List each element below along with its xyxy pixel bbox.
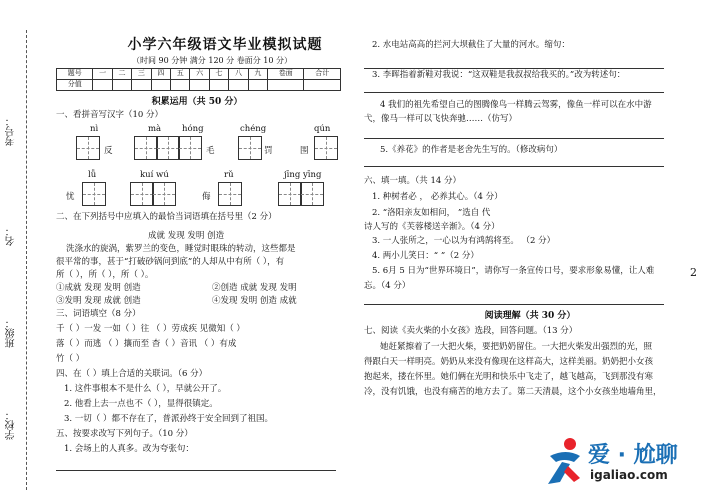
section-title-reading: 阅读理解（共 30 分） <box>484 311 576 321</box>
question-6-heading: 六、填一填。（共 14 分） <box>364 176 461 186</box>
fill-line: 忘。（4 分） <box>364 281 411 291</box>
pinyin: hóng <box>182 124 204 134</box>
answer-line[interactable] <box>364 92 664 93</box>
question-5-heading: 五、按要求改写下列句子。（10 分） <box>56 429 193 439</box>
fill-line: 诗人写的《芙蓉楼送辛渐》。（4 分） <box>364 222 500 232</box>
writing-box[interactable] <box>130 182 154 206</box>
answer-line[interactable] <box>364 304 664 305</box>
char-suffix: 罚 <box>264 146 273 156</box>
answer-line[interactable] <box>364 68 664 69</box>
question-text: 3. 李晖指着新鞋对我说：“这双鞋是我叔叔给我买的。”改为转述句： <box>372 70 626 80</box>
table-cell: 二 <box>112 69 131 80</box>
pinyin: jīng yīng <box>284 170 322 180</box>
score-cell[interactable] <box>151 80 170 91</box>
watermark-url: igaliao.com <box>590 468 668 482</box>
writing-box[interactable] <box>218 182 242 206</box>
table-cell: 合计 <box>304 69 341 80</box>
page-title: 小学六年级语文毕业模拟试题 <box>127 37 323 53</box>
writing-box[interactable] <box>314 136 338 160</box>
right-column <box>360 0 700 500</box>
fill-line: 竹（ ） <box>56 354 85 364</box>
site-watermark <box>540 432 705 496</box>
passage-line: 很平常的事，甚于“打破砂锅问到底”的人却从中有所（ ），有 <box>56 257 285 267</box>
passage-line: 冷，没有饥饿，也没有痛苦的地方去了。第二天清晨，这个小女孩坐地墙角里， <box>364 387 662 397</box>
question-text: 5.《养花》的作者是老舍先生写的。（修改病句） <box>380 145 563 155</box>
question-4-heading: 四、在（ ）填上合适的关联词。（6 分） <box>56 369 208 379</box>
answer-line[interactable] <box>56 470 336 471</box>
table-cell: 一 <box>93 69 112 80</box>
score-cell[interactable] <box>304 80 341 91</box>
question-3-heading: 三、词语填空（8 分） <box>56 309 141 319</box>
table-cell: 分值 <box>57 80 93 91</box>
score-table-score-row <box>57 80 341 91</box>
writing-box[interactable] <box>134 136 158 160</box>
writing-box[interactable] <box>76 136 100 160</box>
writing-box[interactable] <box>278 182 302 206</box>
school-label: 学校： <box>6 410 17 440</box>
writing-box[interactable] <box>300 182 324 206</box>
exam-subtitle: （时间 90 分钟 满分 120 分 卷面分 10 分） <box>132 56 292 65</box>
passage-line: 她赶紧擦着了一大把火柴，要把奶奶留住。一大把火柴发出强烈的光，照 <box>380 342 653 352</box>
table-cell: 卷面 <box>268 69 304 80</box>
passage-line: 得跟白天一样明亮。奶奶从来没有像现在这样高大，这样美丽。奶奶把小女孩 <box>364 357 654 367</box>
pinyin: mà <box>148 124 162 134</box>
score-cell[interactable] <box>132 80 151 91</box>
option-1[interactable]: ①成就 发现 发明 创造 <box>56 283 141 293</box>
option-3[interactable]: ③发明 发现 成就 创造 <box>56 296 141 306</box>
watermark-brand: 爱 · 尬聊 <box>588 443 678 468</box>
score-cell[interactable] <box>93 80 112 91</box>
pinyin: chéng <box>240 124 267 134</box>
char-prefix: 侮 <box>202 192 211 202</box>
question-2-heading: 二、在下列括号中应填入的最恰当词语填在括号里（2 分） <box>56 212 277 222</box>
score-cell[interactable] <box>209 80 228 91</box>
question-text: 4 我们的祖先希望自己的图腾像鸟一样腾云驾雾，像鱼一样可以在水中游 <box>380 100 652 110</box>
answer-line[interactable] <box>364 166 664 167</box>
binding-strip <box>0 0 44 500</box>
fold-line <box>26 30 27 490</box>
writing-box[interactable] <box>82 182 106 206</box>
pinyin: lǚ <box>88 170 97 180</box>
writing-box[interactable] <box>152 182 176 206</box>
exam-number-label: 考号： <box>6 116 17 146</box>
score-cell[interactable] <box>112 80 131 91</box>
score-table-header-row <box>57 69 341 80</box>
char-prefix: 忧 <box>66 192 75 202</box>
table-cell: 六 <box>190 69 209 80</box>
table-cell: 五 <box>171 69 190 80</box>
fill-line: 1. 这件事根本不是什么（ ），早就公开了。 <box>64 384 227 394</box>
option-4[interactable]: ④发现 发明 创造 成就 <box>212 296 297 306</box>
fill-line: 3. 一切（ ）都不存在了，普派孙终于安全回到了祖国。 <box>64 414 274 424</box>
option-2[interactable]: ②创造 成就 发现 发明 <box>212 283 297 293</box>
answer-line[interactable] <box>364 138 664 139</box>
table-cell: 八 <box>229 69 248 80</box>
score-cell[interactable] <box>171 80 190 91</box>
score-table <box>56 68 341 91</box>
fill-line: 4. 两小儿笑曰：“ ”（2 分） <box>372 251 479 261</box>
table-cell: 四 <box>151 69 170 80</box>
table-cell: 题号 <box>57 69 93 80</box>
passage-line: 所（ ），所（ ），所（ ）。 <box>56 270 154 280</box>
fill-line: 千（ ）一发 一如（ ）往 （ ）劳成疾 见微知（ ） <box>56 324 245 334</box>
class-label: 班级： <box>6 318 17 348</box>
table-cell: 三 <box>132 69 151 80</box>
page-number: 2 <box>690 266 697 279</box>
pinyin: qún <box>314 124 331 134</box>
table-cell: 七 <box>209 69 228 80</box>
name-label: 名： <box>6 226 17 246</box>
passage-line: 洗涤水的旋涡，紫罗兰的变色，睡觉时眼珠的转动，这些都是 <box>66 244 296 254</box>
fill-line: 1. 会场上的人真多。改为夸张句： <box>64 444 194 454</box>
question-text: 2. 水电站高高的拦河大坝截住了大量的河水。缩句： <box>372 40 570 50</box>
fill-line: 2. “洛阳亲友如相问， ”选自 代 <box>372 208 491 218</box>
question-text: 弋，像马一样可以飞快奔驰……（仿写） <box>364 114 518 124</box>
score-cell[interactable] <box>190 80 209 91</box>
fill-line: 1. 种树者必 ， 必养其心。（4 分） <box>372 192 503 202</box>
pinyin: kuí wú <box>140 170 169 180</box>
fill-line: 5. 6月 5 日为“世界环境日”，请你写一条宣传口号，要求形象易懂，让人难 <box>372 266 655 276</box>
score-cell[interactable] <box>229 80 248 91</box>
pinyin: nì <box>90 124 99 134</box>
writing-box[interactable] <box>178 136 202 160</box>
runner-logo-icon <box>540 434 588 490</box>
fill-line: 落（ ）而逃 （ ）攘而至 杳（ ）音讯 （ ）有成 <box>56 339 237 349</box>
word-bank: 成就 发现 发明 创造 <box>148 231 225 241</box>
score-cell[interactable] <box>248 80 267 91</box>
table-cell: 九 <box>248 69 267 80</box>
fill-line: 3. 一人张所之，一心以为有鸿鹄将至。 （2 分） <box>372 236 556 246</box>
score-cell[interactable] <box>268 80 304 91</box>
char-suffix: 毛 <box>206 146 215 156</box>
writing-box[interactable] <box>156 136 180 160</box>
fill-line: 2. 他看上去一点也不（ ），显得很镇定。 <box>64 399 218 409</box>
question-1-heading: 一、看拼音写汉字（10 分） <box>56 110 164 120</box>
char-prefix: 围 <box>300 146 309 156</box>
passage-line: 抱起来，搂在怀里。她们俩在光明和快乐中飞走了，越飞越高，飞到那没有寒 <box>364 372 654 382</box>
writing-box[interactable] <box>238 136 262 160</box>
section-title-accumulation: 积累运用（共 50 分） <box>151 97 243 107</box>
left-column <box>52 0 342 500</box>
question-7-heading: 七、阅读《卖火柴的小女孩》选段，回答问题。（13 分） <box>364 326 578 336</box>
pinyin: rǔ <box>224 170 234 180</box>
char-suffix: 反 <box>104 146 113 156</box>
